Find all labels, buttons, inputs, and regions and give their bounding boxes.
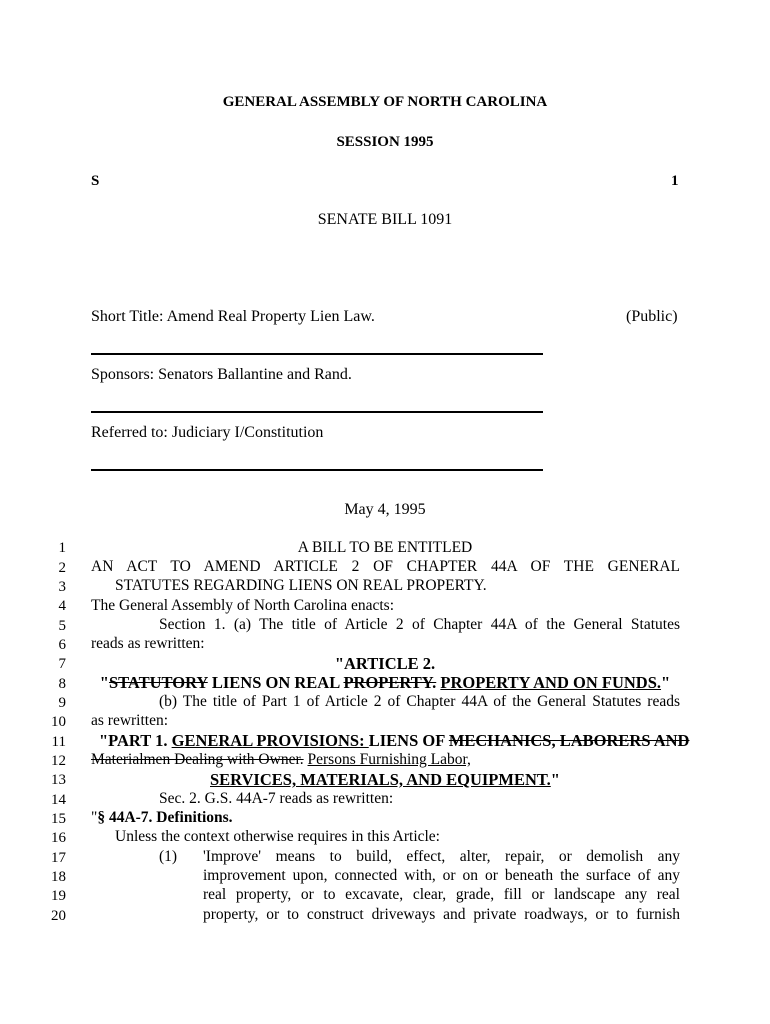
line-number: 13: [51, 772, 66, 788]
text-run: ": [91, 809, 98, 826]
line-number: 16: [51, 830, 66, 846]
short-title: Short Title: Amend Real Property Lien Law.: [91, 308, 375, 325]
text-run: ": [550, 770, 560, 789]
section-line: Section 1. (a) The title of Article 2 of Chapter 44A of the General Statutes: [159, 616, 680, 633]
act-title-line: AN ACT TO AMEND ARTICLE 2 OF CHAPTER 44A OF THE GENERAL: [91, 558, 680, 575]
inserted-text: PROPERTY AND ON FUNDS.: [440, 673, 662, 692]
line-number: 1: [58, 540, 66, 556]
inserted-text: SERVICES, MATERIALS, AND EQUIPMENT.: [210, 770, 551, 789]
inserted-text: Persons Furnishing Labor,: [307, 751, 471, 768]
line-number: 7: [58, 656, 66, 672]
text-run: LIENS ON REAL: [207, 673, 344, 692]
version-number: 1: [671, 173, 679, 189]
section-line: (b) The title of Part 1 of Article 2 of Chapter 44A of the General Statutes reads: [159, 693, 680, 710]
inserted-text: GENERAL PROVISIONS:: [171, 731, 369, 750]
line-number: 12: [51, 753, 66, 769]
line-number: 8: [58, 676, 66, 692]
line-number: 6: [58, 637, 66, 653]
statute-intro: Unless the context otherwise requires in this Article:: [115, 828, 440, 845]
text-run: ": [99, 673, 109, 692]
definition-line: real property, or to excavate, clear, grade, fill or landscape any real: [203, 886, 680, 903]
deleted-text: STATUTORY: [108, 673, 208, 692]
line-number: 11: [51, 734, 66, 750]
article-heading: "ARTICLE 2.: [334, 654, 436, 673]
line-number: 14: [51, 792, 66, 808]
line-number: 19: [51, 888, 66, 904]
line-number: 4: [58, 598, 66, 614]
divider-rule: [91, 469, 543, 471]
sponsors: Sponsors: Senators Ballantine and Rand.: [91, 366, 352, 383]
bill-number: SENATE BILL 1091: [317, 211, 453, 228]
line-number: 3: [58, 579, 66, 595]
line-number: 5: [58, 618, 66, 634]
section-line: Sec. 2. G.S. 44A-7 reads as rewritten:: [159, 790, 394, 807]
definition-line: improvement upon, connected with, or on or beneath the surface of any: [203, 867, 680, 884]
enacting-clause: The General Assembly of North Carolina enacts:: [91, 597, 395, 614]
text-run: LIENS OF: [368, 731, 449, 750]
divider-rule: [91, 353, 543, 355]
line-number: 2: [58, 560, 66, 576]
act-title-line: STATUTES REGARDING LIENS ON REAL PROPERTY.: [115, 577, 487, 594]
line-number: 10: [51, 714, 66, 730]
bill-entitled: A BILL TO BE ENTITLED: [297, 539, 473, 556]
section-line: reads as rewritten:: [91, 635, 205, 652]
statute-heading: [91, 809, 233, 827]
article-title: [0, 673, 770, 693]
line-number: 15: [51, 811, 66, 827]
section-line: as rewritten:: [91, 712, 169, 729]
line-number: 20: [51, 908, 66, 924]
part-title-cont: [210, 770, 560, 790]
definition-line: property, or to construct driveways and private roadways, or to furnish: [203, 906, 680, 923]
definition-line: 'Improve' means to build, effect, alter, repair, or demolish any: [203, 848, 680, 865]
session-heading: SESSION 1995: [336, 134, 434, 150]
chamber-code: S: [91, 173, 100, 189]
divider-rule: [91, 411, 543, 413]
referred-to: Referred to: Judiciary I/Constitution: [91, 424, 324, 441]
text-run: "PART 1.: [99, 731, 172, 750]
deleted-text: PROPERTY.: [343, 673, 437, 692]
public-tag: (Public): [626, 308, 678, 325]
part-title: [99, 731, 689, 751]
assembly-heading: GENERAL ASSEMBLY OF NORTH CAROLINA: [222, 94, 548, 110]
deleted-text: MECHANICS, LABORERS AND: [448, 731, 690, 750]
deleted-text: Materialmen Dealing with Owner.: [91, 751, 304, 768]
part-title-cont: [91, 751, 471, 769]
bill-date: May 4, 1995: [344, 501, 426, 518]
definition-number: (1): [159, 848, 178, 865]
statute-title: § 44A-7. Definitions.: [97, 809, 233, 826]
line-number: 17: [51, 850, 66, 866]
line-number: 9: [58, 695, 66, 711]
text-run: ": [661, 673, 671, 692]
line-number: 18: [51, 869, 66, 885]
